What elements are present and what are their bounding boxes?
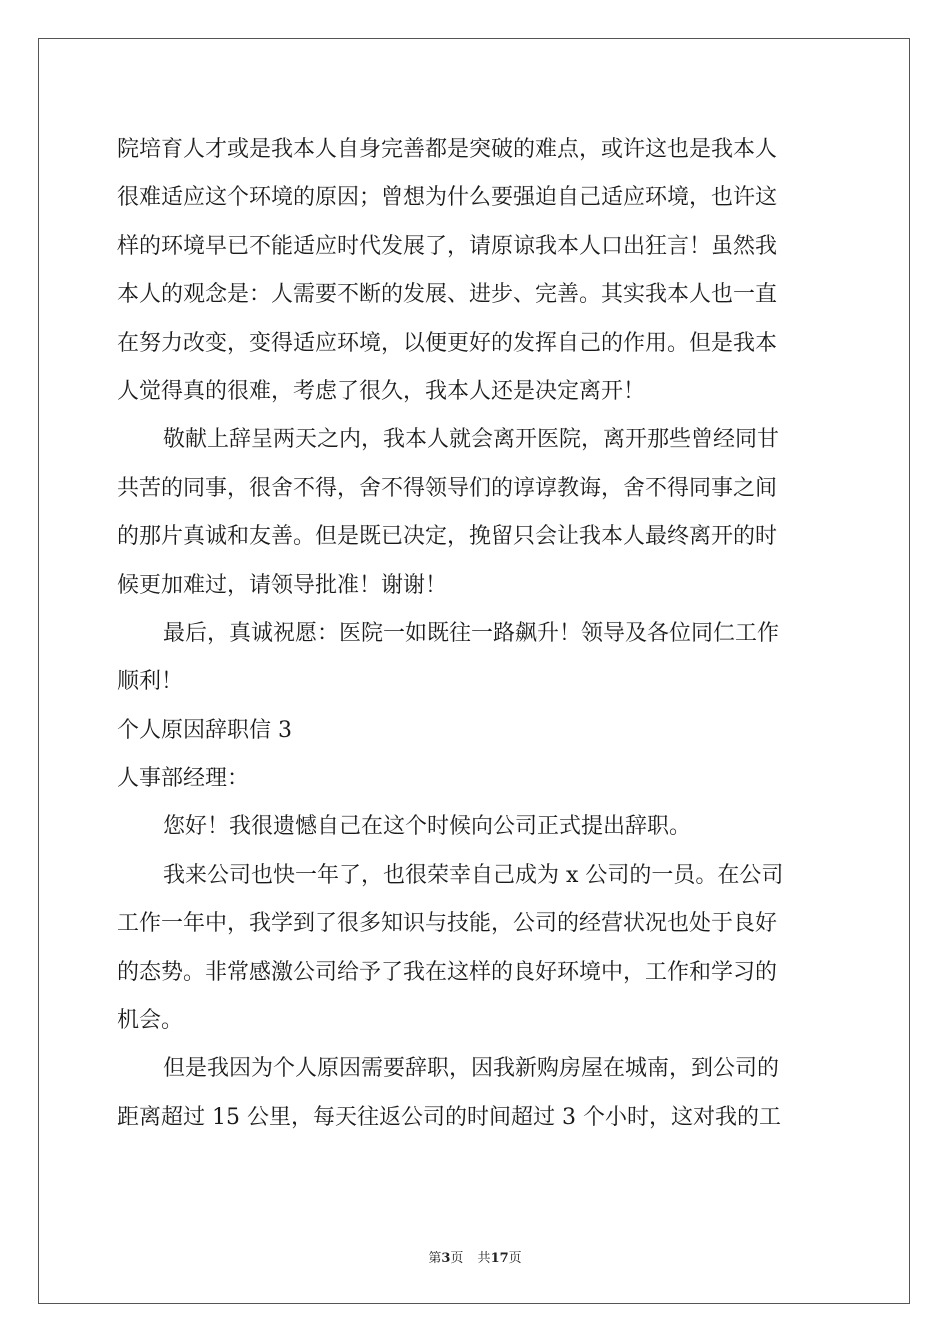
salutation: 人事部经理： — [117, 766, 250, 792]
text-line: 机会。 — [117, 1008, 184, 1034]
text-line: 院培育人才或是我本人自身完善都是突破的难点，或许这也是我本人 — [117, 137, 778, 162]
text-line: 样的环境早已不能适应时代发展了，请原谅我本人口出狂言！虽然我 — [117, 233, 778, 259]
paragraph-start-line: 敬献上辞呈两天之内，我本人就会离开医院，离开那些曾经同甘 — [163, 427, 780, 453]
total-indicator — [478, 1251, 522, 1266]
page-number: 3 — [441, 1251, 451, 1266]
page-footer — [0, 1247, 950, 1266]
text-line: 顺利！ — [117, 669, 184, 695]
paragraph-start-line: 但是我因为个人原因需要辞职，因我新购房屋在城南，到公司的 — [163, 1056, 780, 1082]
paragraph-start-line: 您好！我很遗憾自己在这个时候向公司正式提出辞职。 — [163, 814, 692, 840]
total-suffix: 页 — [508, 1251, 522, 1266]
text-line: 很难适应这个环境的原因；曾想为什么要强迫自己适应环境，也许这 — [117, 185, 778, 211]
text-line: 工作一年中，我学到了很多知识与技能，公司的经营状况也处于良好 — [117, 911, 778, 937]
page-prefix: 第 — [428, 1251, 442, 1266]
text-line: 的态势。非常感激公司给予了我在这样的良好环境中，工作和学习的 — [117, 959, 778, 985]
text-line: 的那片真诚和友善。但是既已决定，挽留只会让我本人最终离开的时 — [117, 524, 778, 550]
text-line: 距离超过 15 公里，每天往返公司的时间超过 3 个小时，这对我的工 — [117, 1104, 781, 1130]
total-pages: 17 — [490, 1251, 509, 1266]
page-indicator — [428, 1251, 463, 1266]
text-line: 本人的观念是：人需要不断的发展、进步、完善。其实我本人也一直 — [117, 282, 778, 308]
text-line: 人觉得真的很难，考虑了很久，我本人还是决定离开！ — [117, 378, 646, 404]
text-line: 在努力改变，变得适应环境，以便更好的发挥自己的作用。但是我本 — [117, 330, 778, 356]
text-line: 共苦的同事，很舍不得，舍不得领导们的谆谆教诲，舍不得同事之间 — [117, 475, 778, 501]
document-body — [117, 126, 835, 1142]
text-line: 候更加难过，请领导批准！谢谢！ — [117, 572, 448, 598]
paragraph-start-line: 我来公司也快一年了，也很荣幸自己成为 x 公司的一员。在公司 — [163, 862, 784, 888]
total-prefix: 共 — [477, 1251, 491, 1266]
paragraph-start-line: 最后，真诚祝愿：医院一如既往一路飙升！领导及各位同仁工作 — [163, 620, 780, 646]
page-suffix: 页 — [450, 1251, 464, 1266]
section-heading: 个人原因辞职信 3 — [117, 717, 292, 743]
